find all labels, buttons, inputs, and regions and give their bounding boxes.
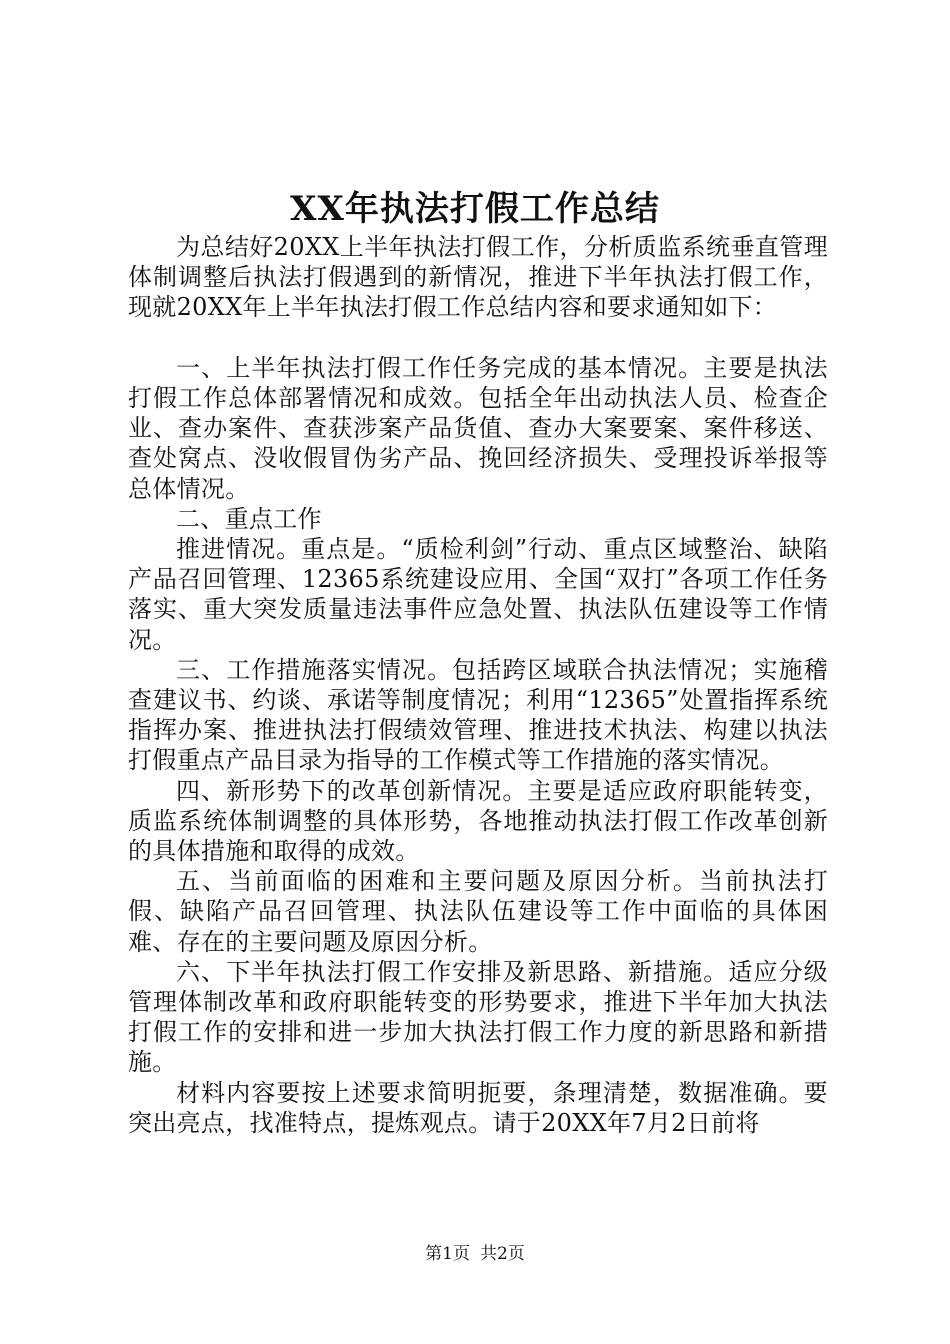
section-2-heading: 二、重点工作 xyxy=(176,504,322,533)
page-footer xyxy=(0,1243,950,1265)
section-2-paragraph: 推进情况。重点是。“质检利剑”行动、重点区域整治、缺陷产品召回管理、12365系统建设应用、全国“双打”各项工作任务落实、重大突发质量违法事件应急处置、执法队伍建设等工作情况。 xyxy=(128,535,828,654)
page-number: 第1页 xyxy=(425,1244,470,1264)
document-title: XX年执法打假工作总结 xyxy=(290,189,660,229)
section-6-paragraph: 六、下半年执法打假工作安排及新思路、新措施。适应分级管理体制改革和政府职能转变的形势要求，推进下半年加大执法打假工作的安排和进一步加大执法打假工作力度的新思路和新措施。 xyxy=(128,957,828,1077)
section-1-paragraph: 一、上半年执法打假工作任务完成的基本情况。主要是执法打假工作总体部署情况和成效。包括全年出动执法人员、检查企业、查办案件、查获涉案产品货值、查办大案要案、案件移送、查处窝点、没收假冒伪劣产品、挽回经济损失、受理投诉举报等总体情况。 xyxy=(128,353,828,503)
intro-paragraph: 为总结好20XX上半年执法打假工作，分析质监系统垂直管理体制调整后执法打假遇到的新情况，推进下半年执法打假工作，现就20XX年上半年执法打假工作总结内容和要求通知如下： xyxy=(128,233,828,322)
closing-paragraph: 材料内容要按上述要求简明扼要，条理清楚，数据准确。要突出亮点，找准特点，提炼观点。请于20XX年7月2日前将 xyxy=(128,1078,828,1137)
blank-line xyxy=(128,323,828,353)
section-5-paragraph: 五、当前面临的困难和主要问题及原因分析。当前执法打假、缺陷产品召回管理、执法队伍建设等工作中面临的具体困难、存在的主要问题及原因分析。 xyxy=(128,867,828,956)
document-body xyxy=(128,232,828,1138)
section-3-paragraph: 三、工作措施落实情况。包括跨区域联合执法情况；实施稽查建议书、约谈、承诺等制度情况；利用“12365”处置指挥系统指挥办案、推进执法打假绩效管理、推进技术执法、构建以执法打假重点产品目录为指导的工作模式等工作措施的落实情况。 xyxy=(128,655,828,775)
page-total: 共2页 xyxy=(480,1244,525,1264)
section-4-paragraph: 四、新形势下的改革创新情况。主要是适应政府职能转变，质监系统体制调整的具体形势，各地推动执法打假工作改革创新的具体措施和取得的成效。 xyxy=(128,776,828,866)
